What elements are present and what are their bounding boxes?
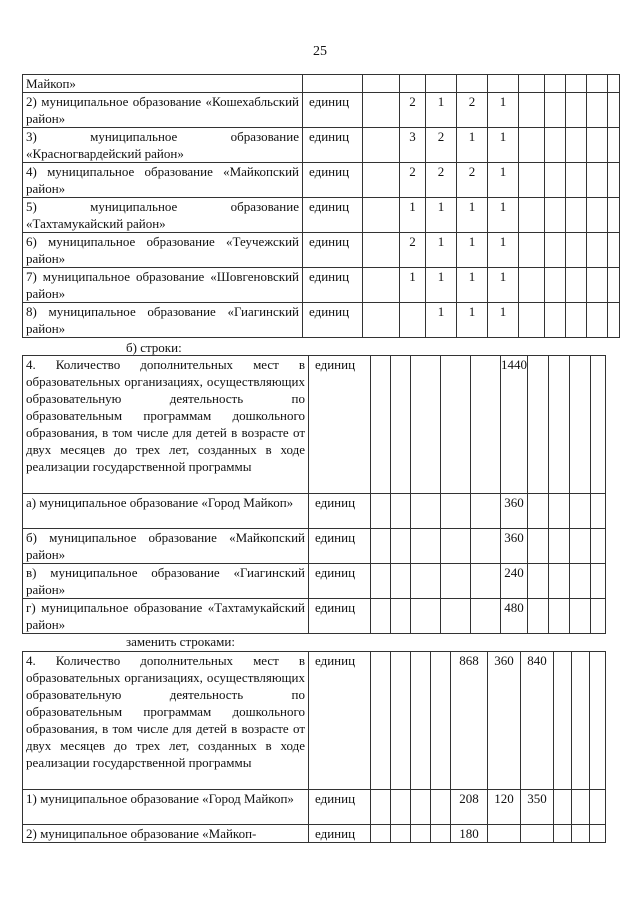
- table-row: [23, 198, 620, 233]
- value-cell: 1: [400, 198, 426, 233]
- value-cell: [608, 233, 620, 268]
- value-cell: [566, 198, 587, 233]
- value-cell: [363, 198, 400, 233]
- value-cell: [441, 494, 471, 529]
- table-row: [23, 75, 620, 93]
- value-cell: [570, 356, 591, 494]
- value-cell: [371, 652, 391, 790]
- table-row: [23, 268, 620, 303]
- value-cell: [608, 93, 620, 128]
- value-cell: [431, 790, 451, 825]
- value-cell: [545, 268, 566, 303]
- value-cell: [549, 356, 570, 494]
- indicator-table-continued: [22, 74, 620, 338]
- value-cell: [371, 790, 391, 825]
- row-description: 5) муниципальное образование «Тахтамукайский район»: [23, 198, 303, 233]
- value-cell: [566, 128, 587, 163]
- value-cell: 1: [488, 163, 519, 198]
- table-row: [23, 790, 606, 825]
- table-row: [23, 233, 620, 268]
- value-cell: [587, 198, 608, 233]
- value-cell: [549, 529, 570, 564]
- value-cell: [608, 75, 620, 93]
- value-cell: [587, 128, 608, 163]
- value-cell: [411, 529, 441, 564]
- value-cell: 868: [451, 652, 488, 790]
- unit-cell: единиц: [309, 529, 371, 564]
- row-description: 4. Количество дополнительных мест в образовательных организациях, осуществляющих образовательную деятельность по образовательным программам дошкольного образования, в том числе для детей в возрасте от двух месяцев до трех лет, созданных в ходе реализации государственной программы: [23, 652, 309, 790]
- value-cell: 208: [451, 790, 488, 825]
- row-description: 7) муниципальное образование «Шовгеновский район»: [23, 268, 303, 303]
- value-cell: 1: [426, 93, 457, 128]
- row-description: г) муниципальное образование «Тахтамукайский район»: [23, 599, 309, 634]
- unit-cell: единиц: [303, 198, 363, 233]
- value-cell: [471, 529, 501, 564]
- value-cell: [566, 268, 587, 303]
- row-description: 2) муниципальное образование «Кошехабльский район»: [23, 93, 303, 128]
- value-cell: 1: [457, 303, 488, 338]
- value-cell: [519, 233, 545, 268]
- value-cell: [570, 564, 591, 599]
- value-cell: [519, 303, 545, 338]
- value-cell: 1: [457, 198, 488, 233]
- value-cell: [545, 163, 566, 198]
- value-cell: 240: [501, 564, 528, 599]
- value-cell: [528, 599, 549, 634]
- table-row: [23, 163, 620, 198]
- table-row: [23, 356, 606, 494]
- value-cell: [608, 198, 620, 233]
- value-cell: 1: [457, 268, 488, 303]
- value-cell: 1: [488, 198, 519, 233]
- value-cell: [391, 825, 411, 843]
- row-description: а) муниципальное образование «Город Майкоп»: [23, 494, 309, 529]
- value-cell: 1: [400, 268, 426, 303]
- value-cell: 1: [488, 268, 519, 303]
- value-cell: [371, 825, 391, 843]
- table-row: [23, 652, 606, 790]
- table-row: [23, 564, 606, 599]
- value-cell: 3: [400, 128, 426, 163]
- value-cell: 1: [426, 268, 457, 303]
- value-cell: [441, 599, 471, 634]
- row-description: 1) муниципальное образование «Город Майкоп»: [23, 790, 309, 825]
- value-cell: [572, 790, 590, 825]
- value-cell: [471, 599, 501, 634]
- unit-cell: единиц: [303, 93, 363, 128]
- value-cell: [554, 825, 572, 843]
- value-cell: [431, 652, 451, 790]
- value-cell: [441, 356, 471, 494]
- value-cell: [591, 494, 606, 529]
- value-cell: [549, 494, 570, 529]
- value-cell: 1: [488, 93, 519, 128]
- value-cell: 360: [501, 529, 528, 564]
- value-cell: 360: [501, 494, 528, 529]
- connector-strings-label: б) строки:: [126, 340, 182, 355]
- value-cell: [572, 652, 590, 790]
- new-rows-table: [22, 651, 606, 843]
- table-row: [23, 303, 620, 338]
- value-cell: [411, 825, 431, 843]
- value-cell: [587, 93, 608, 128]
- value-cell: [363, 233, 400, 268]
- value-cell: 1: [457, 128, 488, 163]
- value-cell: 1: [488, 128, 519, 163]
- unit-cell: единиц: [309, 652, 371, 790]
- value-cell: [371, 529, 391, 564]
- value-cell: 480: [501, 599, 528, 634]
- value-cell: [363, 163, 400, 198]
- value-cell: [590, 825, 606, 843]
- value-cell: 1: [426, 198, 457, 233]
- value-cell: [590, 652, 606, 790]
- value-cell: [570, 599, 591, 634]
- value-cell: [391, 356, 411, 494]
- value-cell: [363, 93, 400, 128]
- value-cell: 2: [400, 163, 426, 198]
- value-cell: [608, 268, 620, 303]
- value-cell: [570, 529, 591, 564]
- value-cell: 2: [457, 163, 488, 198]
- value-cell: [400, 303, 426, 338]
- value-cell: [426, 75, 457, 93]
- value-cell: [471, 494, 501, 529]
- value-cell: [587, 233, 608, 268]
- table-row: [23, 128, 620, 163]
- row-description: 2) муниципальное образование «Майкоп-: [23, 825, 309, 843]
- unit-cell: [303, 75, 363, 93]
- value-cell: 1: [457, 233, 488, 268]
- value-cell: 2: [426, 128, 457, 163]
- value-cell: 180: [451, 825, 488, 843]
- value-cell: 350: [521, 790, 554, 825]
- value-cell: [400, 75, 426, 93]
- row-description: 6) муниципальное образование «Теучежский район»: [23, 233, 303, 268]
- row-description: 3) муниципальное образование «Красногвардейский район»: [23, 128, 303, 163]
- value-cell: [591, 529, 606, 564]
- value-cell: [545, 128, 566, 163]
- connector-replace-label: заменить строками:: [126, 634, 235, 649]
- value-cell: [590, 790, 606, 825]
- table-row: [23, 529, 606, 564]
- value-cell: [519, 268, 545, 303]
- unit-cell: единиц: [303, 128, 363, 163]
- unit-cell: единиц: [303, 163, 363, 198]
- value-cell: [411, 564, 441, 599]
- unit-cell: единиц: [303, 268, 363, 303]
- row-description: б) муниципальное образование «Майкопский район»: [23, 529, 309, 564]
- value-cell: [431, 825, 451, 843]
- row-description: 4) муниципальное образование «Майкопский район»: [23, 163, 303, 198]
- value-cell: [371, 599, 391, 634]
- value-cell: [441, 564, 471, 599]
- value-cell: [363, 303, 400, 338]
- value-cell: [528, 564, 549, 599]
- value-cell: 840: [521, 652, 554, 790]
- row-description: в) муниципальное образование «Гиагинский район»: [23, 564, 309, 599]
- value-cell: [587, 303, 608, 338]
- value-cell: [519, 93, 545, 128]
- value-cell: [391, 652, 411, 790]
- value-cell: 1: [488, 303, 519, 338]
- value-cell: 1: [426, 233, 457, 268]
- value-cell: [591, 599, 606, 634]
- value-cell: [363, 75, 400, 93]
- value-cell: [566, 75, 587, 93]
- value-cell: [587, 268, 608, 303]
- value-cell: 2: [400, 233, 426, 268]
- value-cell: [566, 163, 587, 198]
- value-cell: [471, 356, 501, 494]
- value-cell: [554, 790, 572, 825]
- value-cell: [371, 564, 391, 599]
- value-cell: 1: [426, 303, 457, 338]
- table-row: [23, 599, 606, 634]
- value-cell: [587, 163, 608, 198]
- value-cell: [566, 233, 587, 268]
- value-cell: [488, 825, 521, 843]
- value-cell: [519, 75, 545, 93]
- value-cell: [570, 494, 591, 529]
- value-cell: [411, 494, 441, 529]
- unit-cell: единиц: [309, 825, 371, 843]
- row-description: Майкоп»: [23, 75, 303, 93]
- value-cell: 2: [426, 163, 457, 198]
- unit-cell: единиц: [309, 599, 371, 634]
- value-cell: [488, 75, 519, 93]
- unit-cell: единиц: [309, 564, 371, 599]
- value-cell: 2: [457, 93, 488, 128]
- unit-cell: единиц: [309, 356, 371, 494]
- row-description: 4. Количество дополнительных мест в образовательных организациях, осуществляющих образовательную деятельность по образовательным программам дошкольного образования, в том числе для детей в возрасте от двух месяцев до трех лет, созданных в ходе реализации государственной программы: [23, 356, 309, 494]
- value-cell: [528, 356, 549, 494]
- value-cell: [528, 494, 549, 529]
- value-cell: [566, 303, 587, 338]
- value-cell: [441, 529, 471, 564]
- value-cell: [545, 75, 566, 93]
- table-row: [23, 825, 606, 843]
- table-row: [23, 494, 606, 529]
- value-cell: [391, 599, 411, 634]
- value-cell: [572, 825, 590, 843]
- value-cell: [391, 529, 411, 564]
- value-cell: 1440: [501, 356, 528, 494]
- value-cell: [371, 494, 391, 529]
- unit-cell: единиц: [309, 790, 371, 825]
- old-rows-table: [22, 355, 606, 634]
- value-cell: [391, 564, 411, 599]
- value-cell: 2: [400, 93, 426, 128]
- value-cell: [545, 303, 566, 338]
- value-cell: [371, 356, 391, 494]
- value-cell: [549, 599, 570, 634]
- value-cell: [549, 564, 570, 599]
- value-cell: [363, 268, 400, 303]
- value-cell: [587, 75, 608, 93]
- value-cell: 1: [488, 233, 519, 268]
- value-cell: 120: [488, 790, 521, 825]
- value-cell: [608, 163, 620, 198]
- value-cell: [591, 356, 606, 494]
- value-cell: [608, 128, 620, 163]
- value-cell: [411, 652, 431, 790]
- page-number: 25: [313, 44, 327, 59]
- value-cell: [391, 790, 411, 825]
- value-cell: [545, 233, 566, 268]
- unit-cell: единиц: [303, 233, 363, 268]
- value-cell: [457, 75, 488, 93]
- table-row: [23, 93, 620, 128]
- value-cell: [411, 356, 441, 494]
- unit-cell: единиц: [303, 303, 363, 338]
- value-cell: [411, 790, 431, 825]
- value-cell: 360: [488, 652, 521, 790]
- unit-cell: единиц: [309, 494, 371, 529]
- value-cell: [528, 529, 549, 564]
- value-cell: [411, 599, 441, 634]
- row-description: 8) муниципальное образование «Гиагинский район»: [23, 303, 303, 338]
- value-cell: [363, 128, 400, 163]
- value-cell: [519, 198, 545, 233]
- value-cell: [521, 825, 554, 843]
- value-cell: [545, 93, 566, 128]
- value-cell: [545, 198, 566, 233]
- value-cell: [554, 652, 572, 790]
- value-cell: [566, 93, 587, 128]
- value-cell: [471, 564, 501, 599]
- value-cell: [608, 303, 620, 338]
- value-cell: [519, 163, 545, 198]
- value-cell: [519, 128, 545, 163]
- value-cell: [591, 564, 606, 599]
- value-cell: [391, 494, 411, 529]
